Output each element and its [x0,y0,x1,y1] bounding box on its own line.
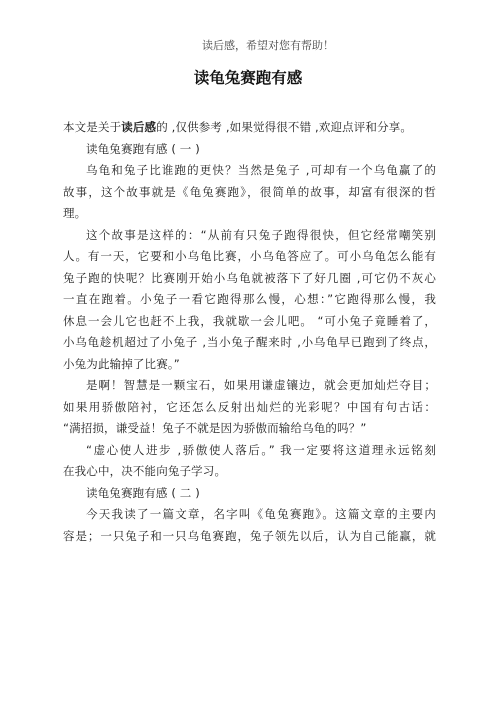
body-line: 兔子跑的快呢？比赛刚开始小乌龟就被落下了好几圈 ,可它仍不灰心 [63,270,436,285]
body-line: “虚心使人进步 ,骄傲使人落后。” 我一定要将这道理永远铭刻 [86,442,436,457]
body-line: 人。有一天，它要和小乌龟比赛，小乌龟答应了。可小乌龟怎么能有 [63,249,436,263]
body-line: 容是；一只兔子和一只乌龟赛跑，兔子领先以后，认为自己能赢，就 [63,528,436,543]
body-line: 这个故事是这样的：“从前有只兔子跑得很快，但它经常嘲笑别 [86,227,436,242]
body-line: 如果用骄傲陪衬，它还怎么反射出灿烂的光彩呢？中国有句古话： [63,399,436,414]
body-line: 一直在跑着。小兔子一看它跑得那么慢，心想：”它跑得那么慢，我 [63,292,436,306]
body-line: 在我心中，决不能向兔子学习。 [63,464,227,478]
document-body [63,117,436,547]
document-title: 读龟兔赛跑有感 [193,69,303,87]
body-line: 故事，这个故事就是《龟兔赛跑》，很简单的故事，却富有很深的哲 [63,184,436,199]
intro-post: 的 ,仅供参考 ,如果觉得很不错 ,欢迎点评和分享。 [156,120,413,134]
intro-pre: 本文是关于 [63,120,122,134]
body-line: 小兔为此输掉了比赛。” [63,356,180,371]
body-line: 今天我读了一篇文章，名字叫《龟兔赛跑》。这篇文章的主要内 [86,507,436,521]
header-note: 读后感，希望对您有帮助！ [202,39,334,52]
body-line: 乌龟和兔子比谁跑的更快？当然是兔子 ,可却有一个乌龟赢了的 [86,163,436,177]
body-line: 读龟兔赛跑有感 ( 二 ) [86,485,200,500]
body-line: “满招损，谦受益！兔子不就是因为骄傲而输给乌龟的吗？” [63,421,367,435]
body-line: 读龟兔赛跑有感 ( 一 ) [86,141,200,156]
body-line: 小乌龟趁机超过了小兔子 ,当小兔子醒来时 ,小乌龟早已跑到了终点， [63,335,436,349]
body-line: 休息一会儿它也赶不上我，我就歇一会儿吧。 “可小兔子竟睡着了， [63,313,436,328]
intro-line [63,117,436,139]
intro-bold-keyword: 读后感 [121,120,157,134]
body-line: 理。 [63,206,87,220]
body-line: 是啊！智慧是一颗宝石，如果用谦虚镶边，就会更加灿烂夺目； [86,378,436,392]
